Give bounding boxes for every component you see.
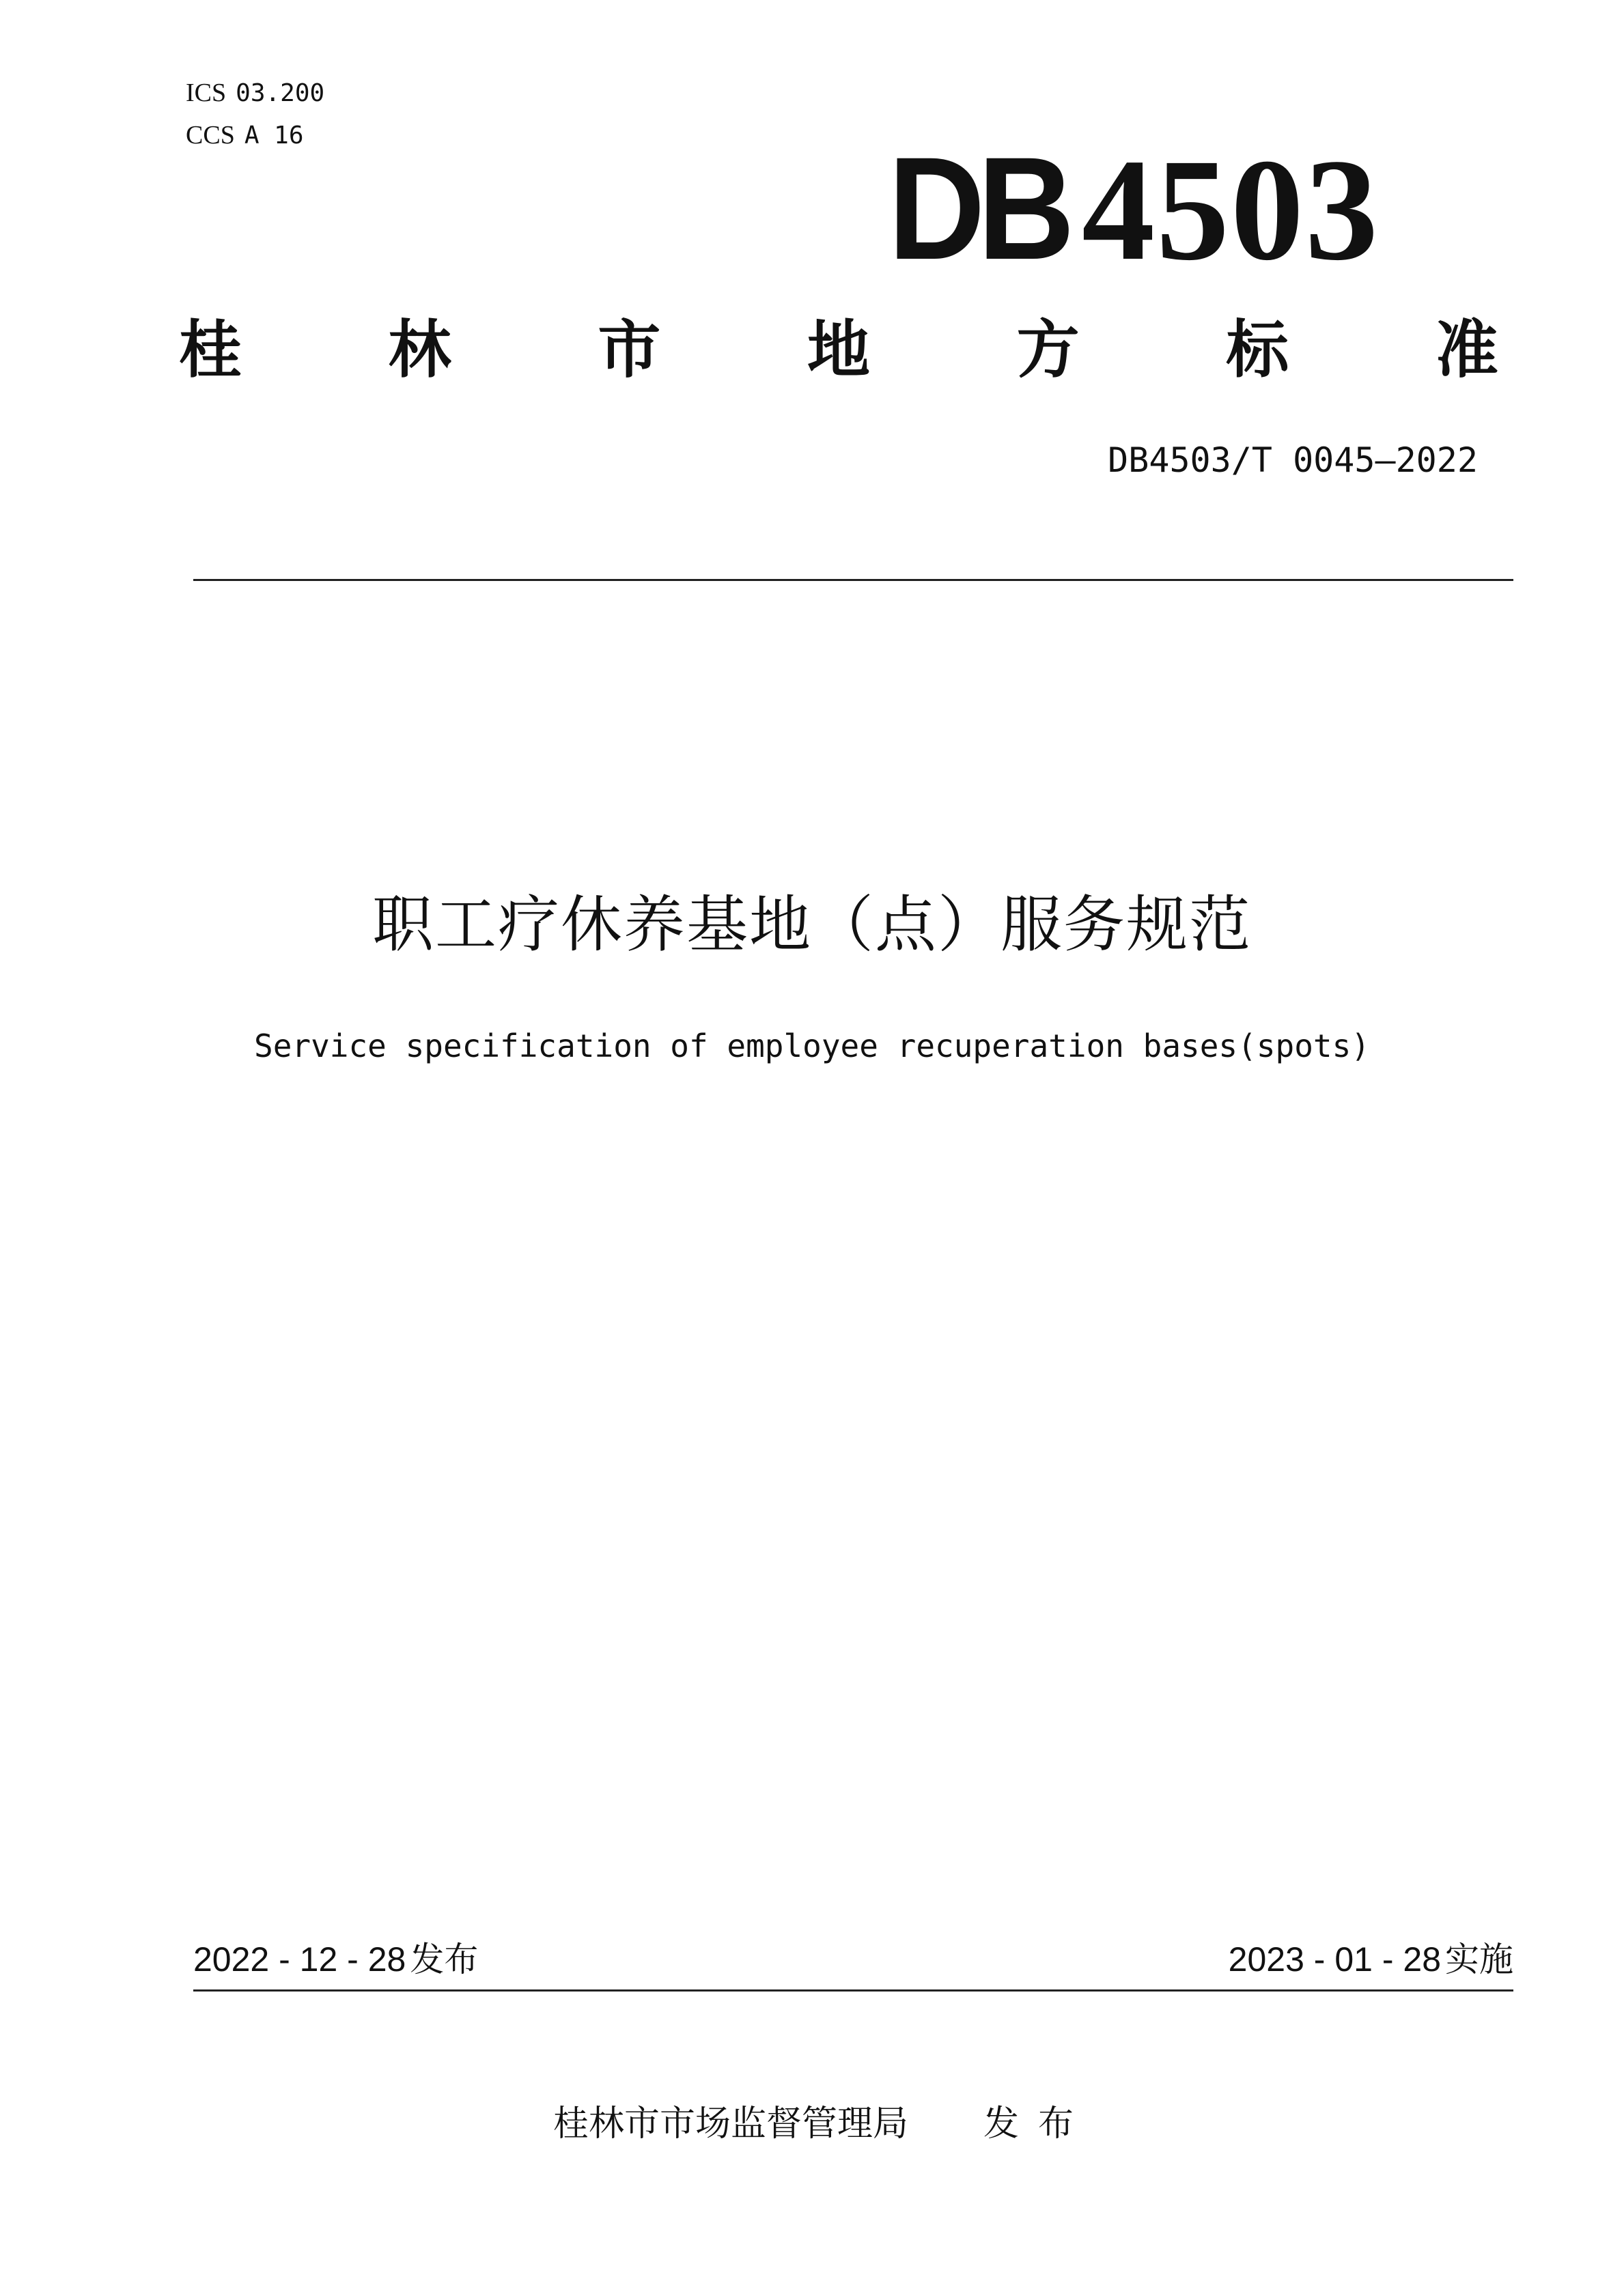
publish-date-line	[193, 1938, 478, 1981]
standard-number: DB4503/T 0045—2022	[1108, 440, 1478, 480]
standard-type-char: 准	[1435, 313, 1498, 386]
document-title-english: Service specification of employee recuperation bases(spots)	[254, 1027, 1370, 1064]
db-logo-code: 4503	[1082, 129, 1380, 291]
bottom-divider	[193, 1989, 1513, 1992]
standard-type-char: 方	[1016, 313, 1080, 386]
document-title-chinese: 职工疗休养基地（点）服务规范	[372, 889, 1252, 961]
publish-date: 2022 - 12 - 28	[193, 1940, 406, 1979]
db-logo-letters: DB	[888, 127, 1067, 290]
ccs-code	[186, 119, 304, 152]
db-standard-logo	[880, 127, 1380, 291]
issuing-authority	[553, 2101, 1093, 2146]
standard-type-char: 林	[388, 313, 451, 386]
ccs-value: A 16	[244, 122, 304, 150]
standard-type-char: 桂	[179, 313, 242, 386]
standard-type-char: 市	[598, 313, 661, 386]
implement-date: 2023 - 01 - 28	[1228, 1940, 1441, 1979]
standard-type-char: 标	[1226, 313, 1289, 386]
issuer-action: 发布	[983, 2103, 1093, 2144]
standard-type-heading	[179, 313, 1498, 388]
implement-date-line	[1229, 1938, 1513, 1981]
standard-type-char: 地	[807, 313, 870, 386]
publish-label: 发布	[410, 1940, 479, 1979]
implement-label: 实施	[1445, 1940, 1513, 1979]
ics-value: 03.200	[236, 79, 325, 107]
issuer-name: 桂林市市场监督管理局	[553, 2103, 909, 2144]
ics-code	[186, 76, 324, 110]
ccs-label: CCS	[186, 121, 235, 150]
ics-label: ICS	[186, 79, 227, 107]
top-divider	[193, 579, 1513, 581]
